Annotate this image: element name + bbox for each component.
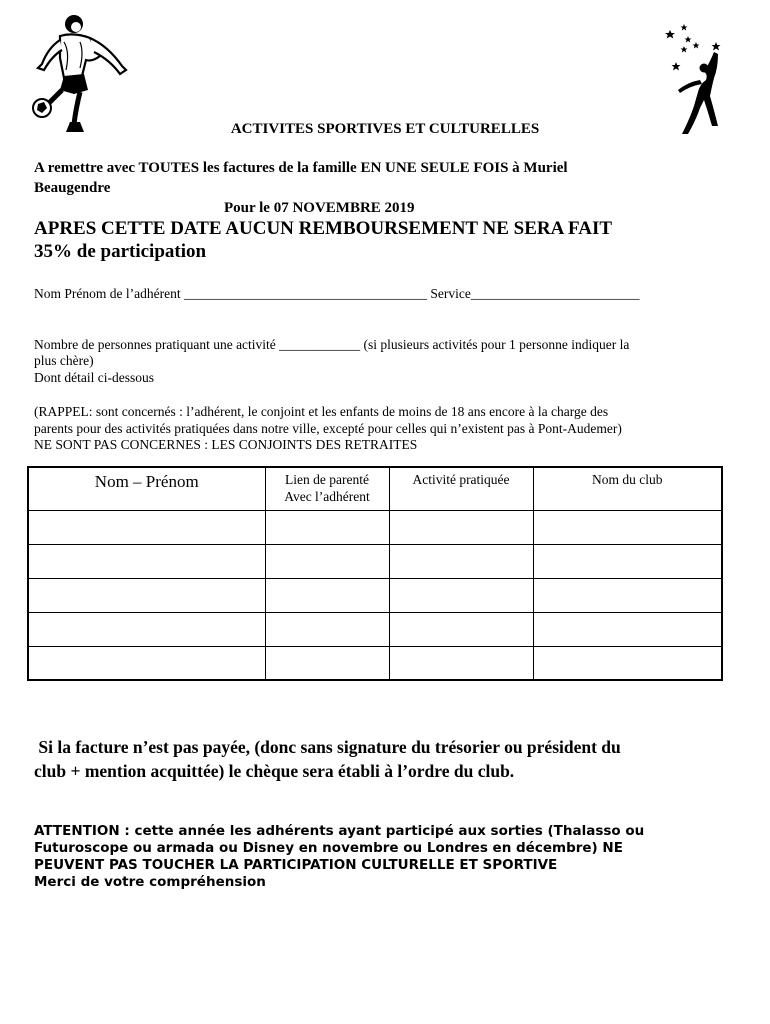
participation-rate: 35% de participation [34,241,207,262]
cell-relation[interactable] [265,544,389,578]
detail-line: Dont détail ci-dessous [34,370,154,385]
cell-club[interactable] [533,544,722,578]
deadline: Pour le 07 NOVEMBRE 2019 [224,200,415,216]
attention-line-4: Merci de votre compréhension [34,874,266,890]
table-row [28,544,722,578]
rappel-line-3: NE SONT PAS CONCERNES : LES CONJOINTS DES RETRAITES [34,437,418,452]
member-name-service-line: Nom Prénom de l’adhérent ____________________________________ Service_________________________ [34,286,640,301]
cell-activity[interactable] [389,544,533,578]
page-title: ACTIVITES SPORTIVES ET CULTURELLES [230,121,540,137]
cell-activity[interactable] [389,612,533,646]
column-header-name: Nom – Prénom [28,467,265,510]
cell-club[interactable] [533,578,722,612]
column-header-club: Nom du club [533,467,722,510]
table-header-row [28,467,722,510]
cell-activity[interactable] [389,578,533,612]
cell-name[interactable] [28,510,265,544]
table-row [28,612,722,646]
intro-line-2: Beaugendre [34,180,111,196]
cell-club[interactable] [533,612,722,646]
attention-line-3: PEUVENT PAS TOUCHER LA PARTICIPATION CULTURELLE ET SPORTIVE [34,857,558,873]
cell-name[interactable] [28,646,265,680]
cell-name[interactable] [28,544,265,578]
rappel-line-1: (RAPPEL: sont concernés : l’adhérent, le conjoint et les enfants de moins de 18 ans encore à la charge des [34,404,609,419]
cell-club[interactable] [533,510,722,544]
cell-club[interactable] [533,646,722,680]
cell-name[interactable] [28,612,265,646]
table-row [28,646,722,680]
cell-activity[interactable] [389,646,533,680]
column-header-relation [265,467,389,510]
rappel-line-2: parents pour des activités pratiquées dans notre ville, excepté pour celles qui n’existent pas à Pont-Audemer) [34,421,622,436]
cell-relation[interactable] [265,646,389,680]
table-row [28,578,722,612]
intro-line-1: A remettre avec TOUTES les factures de la famille EN UNE SEULE FOIS à Muriel [34,160,568,176]
column-header-relation-line-2: Avec l’adhérent [284,489,370,504]
attention-line-2: Futuroscope ou armada ou Disney en novembre ou Londres en décembre) NE [34,840,623,856]
cell-relation[interactable] [265,510,389,544]
warning-heading: APRES CETTE DATE AUCUN REMBOURSEMENT NE SERA FAIT [34,218,613,239]
attention-line-1: ATTENTION : cette année les adhérents ayant participé aux sorties (Thalasso ou [34,823,645,839]
column-header-relation-line-1: Lien de parenté [285,472,369,487]
cell-activity[interactable] [389,510,533,544]
persons-count-line-2: plus chère) [34,353,94,368]
footballer-illustration-icon [30,12,130,136]
invoice-note-line-1: Si la facture n’est pas payée, (donc sans signature du trésorier ou président du [34,737,621,757]
table-row [28,510,722,544]
persons-count-line: Nombre de personnes pratiquant une activité ____________ (si plusieurs activités pour 1 personne indiquer la [34,337,630,352]
invoice-note-line-2: club + mention acquittée) le chèque sera établi à l’ordre du club. [34,761,515,781]
column-header-activity: Activité pratiquée [389,467,533,510]
cell-relation[interactable] [265,612,389,646]
cell-relation[interactable] [265,578,389,612]
participants-table [27,466,723,681]
cell-name[interactable] [28,578,265,612]
